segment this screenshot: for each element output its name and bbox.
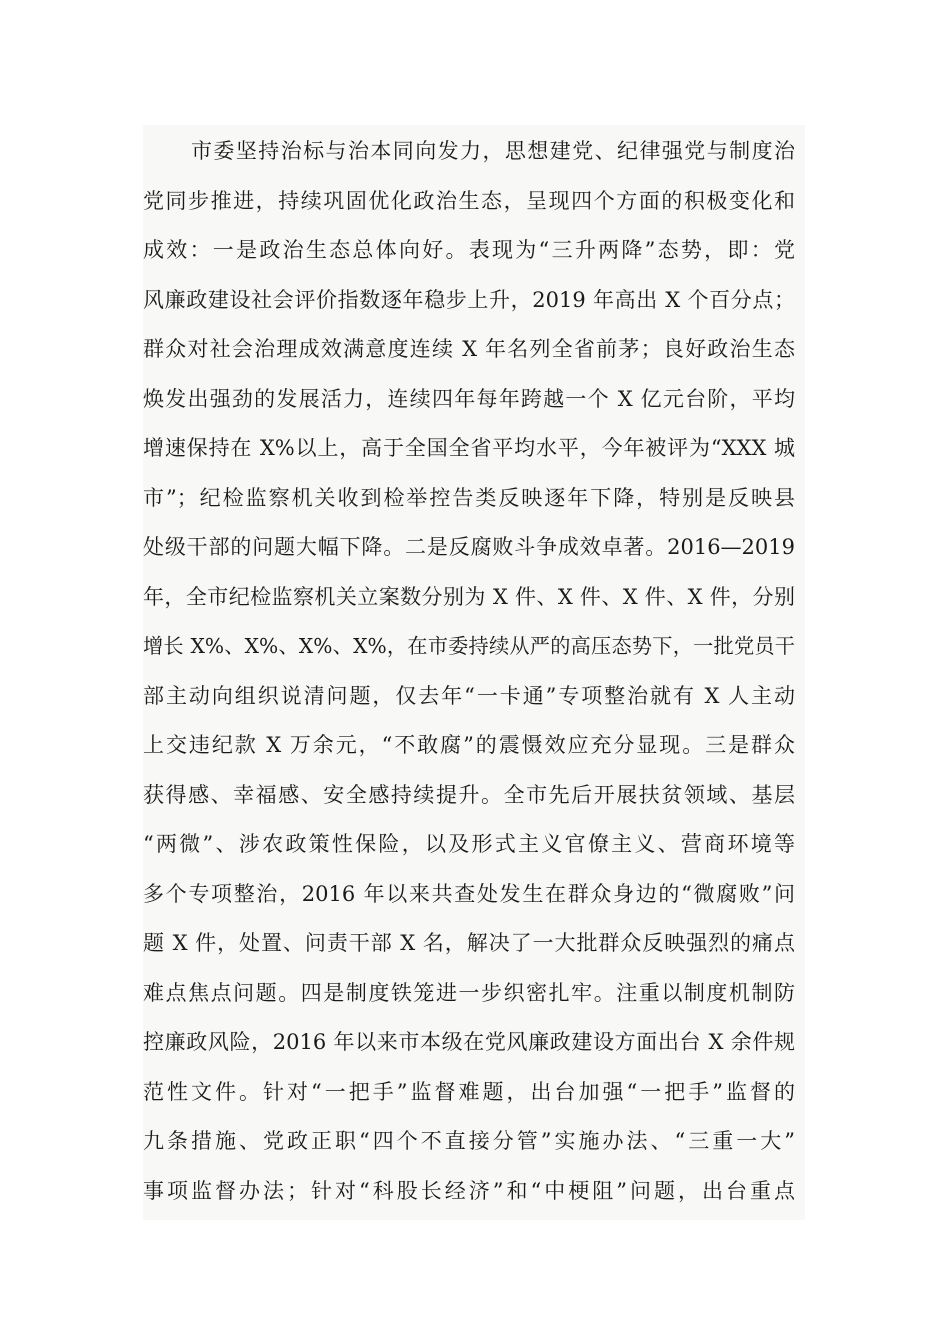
paragraph-line: 增速保持在 X%以上，高于全国全省平均水平，今年被评为“XXX 城 [143, 436, 795, 460]
paragraph-line: 市”；纪检监察机关收到检举控告类反映逐年下降，特别是反映县 [143, 486, 795, 510]
paragraph-line: 处级干部的问题大幅下降。二是反腐败斗争成效卓著。2016—2019 [143, 535, 795, 559]
body-paragraph [143, 125, 805, 1220]
paragraph-line: 年，全市纪检监察机关立案数分别为 X 件、X 件、X 件、X 件，分别 [143, 585, 795, 609]
paragraph-line: 增长 X%、X%、X%、X%，在市委持续从严的高压态势下，一批党员干 [143, 634, 795, 658]
paragraph-line: 风廉政建设社会评价指数逐年稳步上升，2019 年高出 X 个百分点； [143, 288, 795, 312]
paragraph-line: 部主动向组织说清问题，仅去年“一卡通”专项整治就有 X 人主动 [143, 684, 795, 708]
paragraph-line: 成效：一是政治生态总体向好。表现为“三升两降”态势，即：党 [143, 238, 795, 262]
paragraph-line: 范性文件。针对“一把手”监督难题，出台加强“一把手”监督的 [143, 1080, 795, 1104]
paragraph-line: 党同步推进，持续巩固优化政治生态，呈现四个方面的积极变化和 [143, 189, 795, 213]
paragraph-line: 获得感、幸福感、安全感持续提升。全市先后开展扶贫领域、基层 [143, 783, 795, 807]
paragraph-line: 事项监督办法；针对“科股长经济”和“中梗阻”问题，出台重点 [143, 1179, 795, 1203]
paragraph-line: “两微”、涉农政策性保险，以及形式主义官僚主义、营商环境等 [143, 832, 795, 856]
paragraph-line: 多个专项整治，2016 年以来共查处发生在群众身边的“微腐败”问 [143, 882, 795, 906]
paragraph-line: 难点焦点问题。四是制度铁笼进一步织密扎牢。注重以制度机制防 [143, 981, 795, 1005]
paragraph-line: 九条措施、党政正职“四个不直接分管”实施办法、“三重一大” [143, 1129, 795, 1153]
paragraph-line: 控廉政风险，2016 年以来市本级在党风廉政建设方面出台 X 余件规 [143, 1030, 795, 1054]
paragraph-line: 市委坚持治标与治本同向发力，思想建党、纪律强党与制度治 [191, 139, 795, 163]
paragraph-line: 焕发出强劲的发展活力，连续四年每年跨越一个 X 亿元台阶，平均 [143, 387, 795, 411]
paragraph-line: 群众对社会治理成效满意度连续 X 年名列全省前茅；良好政治生态 [143, 337, 795, 361]
paragraph-line: 题 X 件，处置、问责干部 X 名，解决了一大批群众反映强烈的痛点 [143, 931, 795, 955]
paragraph-line: 上交违纪款 X 万余元，“不敢腐”的震慑效应充分显现。三是群众 [143, 733, 795, 757]
